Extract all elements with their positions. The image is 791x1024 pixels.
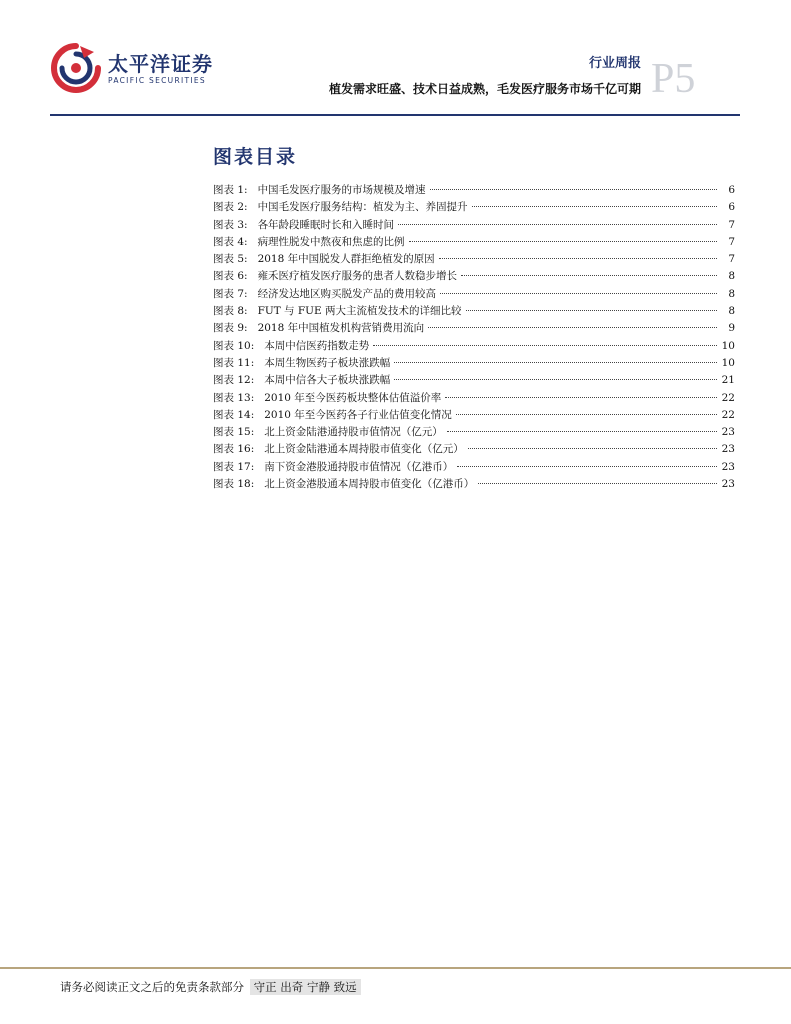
toc-entry-label: 图表 7:	[213, 287, 248, 300]
toc-dot-leader	[428, 327, 717, 328]
toc-entry-label: 图表 15:	[213, 426, 255, 439]
toc-entry-page: 8	[728, 270, 735, 283]
toc-entry-title: 中国毛发医疗服务结构：植发为主、养固提升	[257, 201, 468, 214]
toc-entry-label: 图表 9:	[213, 322, 248, 335]
toc-entry-label: 图表 12:	[213, 374, 255, 387]
header-divider	[50, 114, 740, 116]
toc-heading: 图表目录	[213, 146, 298, 168]
toc-entry-page: 23	[721, 443, 735, 456]
toc-dot-leader	[394, 379, 717, 380]
toc-dot-leader	[445, 397, 717, 398]
toc-entry-label: 图表 5:	[213, 253, 248, 266]
toc-entry-page: 7	[728, 235, 735, 248]
toc-entry-title: 2018 年中国植发机构营销费用流向	[257, 322, 425, 335]
logo-name-en: PACIFIC SECURITIES	[108, 76, 206, 85]
toc-entry-label: 图表 18:	[213, 478, 255, 491]
toc-entry-title: 各年龄段睡眠时长和入睡时间	[257, 218, 395, 231]
toc-entry-title: 北上资金港股通本周持股市值变化（亿港币）	[264, 478, 475, 491]
toc-dot-leader	[398, 224, 717, 225]
toc-entry[interactable]	[213, 251, 735, 268]
toc-entry-page: 7	[728, 218, 735, 231]
toc-entry[interactable]	[213, 390, 735, 407]
toc-entry-title: 北上资金陆港通本周持股市值变化（亿元）	[264, 443, 464, 456]
logo-name-cn: 太平洋证券	[108, 52, 213, 76]
toc-entry-page: 22	[721, 408, 735, 421]
toc-dot-leader	[478, 483, 717, 484]
toc-entry-page: 6	[728, 184, 735, 196]
toc-entry-page: 23	[721, 478, 735, 491]
toc-entry-page: 10	[721, 339, 735, 352]
toc-dot-leader	[440, 293, 717, 294]
toc-entry-label: 图表 11:	[213, 356, 255, 369]
toc-entry-label: 图表 17:	[213, 460, 255, 473]
toc-entry-page: 23	[721, 426, 735, 439]
toc-entry[interactable]	[213, 182, 735, 199]
footer-disclaimer[interactable]: 请务必阅读正文之后的免责条款部分	[60, 980, 244, 994]
toc-entry-page: 7	[728, 253, 735, 266]
toc-entry-page: 8	[728, 305, 735, 318]
toc-entry-page: 10	[721, 356, 735, 369]
toc-dot-leader	[439, 258, 717, 259]
toc-dot-leader	[430, 189, 717, 190]
toc-entry[interactable]	[213, 286, 735, 303]
toc-dot-leader	[457, 466, 717, 467]
toc-entry-page: 21	[721, 374, 735, 387]
toc-entry-title: 2010 年至今医药板块整体估值溢价率	[264, 391, 442, 404]
toc-entry-label: 图表 3:	[213, 218, 248, 231]
report-title: 植发需求旺盛、技术日益成熟，毛发医疗服务市场千亿可期	[328, 82, 641, 96]
toc-entry[interactable]	[213, 199, 735, 216]
toc-entry-title: 经济发达地区购买脱发产品的费用较高	[257, 287, 437, 300]
toc-entry-title: FUT 与 FUE 两大主流植发技术的详细比较	[257, 305, 462, 318]
toc-entry-title: 2018 年中国脱发人群拒绝植发的原因	[257, 253, 435, 266]
toc-entry-label: 图表 2:	[213, 201, 248, 214]
report-type: 行业周报	[588, 56, 641, 71]
toc-entry-label: 图表 13:	[213, 391, 255, 404]
toc-entry-label: 图表 14:	[213, 408, 255, 421]
toc-entry-label: 图表 1:	[213, 184, 248, 196]
toc-entry-label: 图表 10:	[213, 339, 255, 352]
toc-entry-page: 23	[721, 460, 735, 473]
footer	[60, 979, 361, 995]
toc-entry-title: 本周生物医药子板块涨跌幅	[264, 356, 391, 369]
toc-entry[interactable]	[213, 338, 735, 355]
toc-entry[interactable]	[213, 407, 735, 424]
toc-entry[interactable]	[213, 459, 735, 476]
toc-entry-label: 图表 4:	[213, 235, 248, 248]
toc-entry[interactable]	[213, 476, 735, 493]
toc-dot-leader	[409, 241, 717, 242]
toc-entry-page: 22	[721, 391, 735, 404]
pacific-securities-logo-icon	[50, 42, 102, 94]
toc-dot-leader	[447, 431, 717, 432]
page-number-badge: P5	[651, 56, 696, 102]
toc-entry-title: 南下资金港股通持股市值情况（亿港币）	[264, 460, 454, 473]
toc-entry-label: 图表 16:	[213, 443, 255, 456]
toc-entry[interactable]	[213, 268, 735, 285]
toc-entry[interactable]	[213, 355, 735, 372]
toc-entry-title: 本周中信各大子板块涨跌幅	[264, 374, 391, 387]
toc-dot-leader	[466, 310, 717, 311]
toc-entry[interactable]	[213, 441, 735, 458]
toc-entry-title: 2010 年至今医药各子行业估值变化情况	[264, 408, 452, 421]
toc-entry-title: 中国毛发医疗服务的市场规模及增速	[257, 184, 426, 196]
toc-entry-title: 病理性脱发中熬夜和焦虑的比例	[257, 235, 405, 248]
toc-entry[interactable]	[213, 424, 735, 441]
toc-entry[interactable]	[213, 217, 735, 234]
toc-entry[interactable]	[213, 234, 735, 251]
footer-divider	[0, 967, 791, 969]
toc-dot-leader	[394, 362, 717, 363]
toc-entry-label: 图表 6:	[213, 270, 248, 283]
toc-entry-title: 雍禾医疗植发医疗服务的患者人数稳步增长	[257, 270, 458, 283]
company-logo	[50, 42, 220, 94]
toc-entry-page: 9	[728, 322, 735, 335]
toc-dot-leader	[373, 345, 717, 346]
toc-dot-leader	[456, 414, 717, 415]
toc-dot-leader	[472, 206, 717, 207]
figure-list	[213, 182, 735, 493]
toc-entry[interactable]	[213, 320, 735, 337]
toc-dot-leader	[468, 448, 717, 449]
toc-entry-title: 本周中信医药指数走势	[264, 339, 370, 352]
toc-entry[interactable]	[213, 372, 735, 389]
toc-entry[interactable]	[213, 303, 735, 320]
toc-entry-page: 6	[728, 201, 735, 214]
footer-motto: 守正 出奇 宁静 致远	[250, 979, 361, 995]
toc-entry-label: 图表 8:	[213, 305, 248, 318]
toc-entry-page: 8	[728, 287, 735, 300]
toc-dot-leader	[461, 275, 717, 276]
toc-entry-title: 北上资金陆港通持股市值情况（亿元）	[264, 426, 443, 439]
